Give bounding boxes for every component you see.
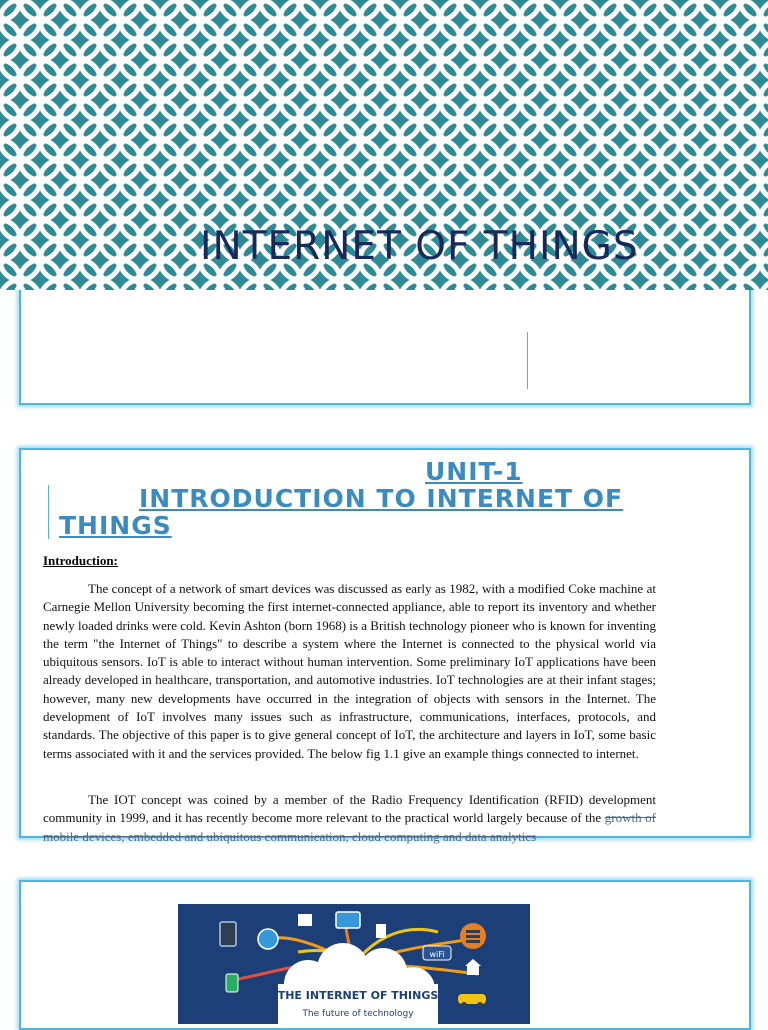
device-icon (376, 924, 386, 938)
wifi-label: wiFi (429, 950, 445, 959)
divider-line (527, 332, 528, 389)
chapter-heading-line2: THINGS (59, 511, 172, 540)
image-subtitle: The future of technology (302, 1009, 414, 1019)
iot-diagram (178, 904, 530, 1024)
body-paragraph: The concept of a network of smart devices was discussed as early as 1982, with a modified Coke machine at Carnegie Mellon University becoming the first internet-connected appliance, able to report its inventory and whether newly loaded drinks were cold. Kevin Ashton (born 1968) is a British technology pioneer who is known for inventing the term "the Internet of Things" to describe a system where the Internet is connected to the physical world via ubiquitous sensors. IoT is able to interact without human intervention. Some preliminary IoT applications have been already developed in healthcare, transportation, and automotive industries. IoT technologies are at their infant stages; however, many new developments have occurred in the integration of objects with sensors in the Internet. The development of IoT involves many issues such as infrastructure, communications, interfaces, protocols, and standards. The objective of this paper is to give general concept of IoT, the architecture and layers in IoT, some basic terms associated with it and the services provided. The below fig 1.1 give an example things connected to internet. (43, 581, 656, 761)
body-paragraph (43, 791, 656, 846)
laptop-icon (336, 912, 360, 928)
server-icon (460, 923, 486, 949)
chapter-heading-line1: INTRODUCTION TO INTERNET OF (139, 484, 624, 513)
phone-icon (226, 974, 238, 992)
struck-text: growth of mobile devices, embedded and ubiquitous communication, cloud computing and data analytics (43, 810, 656, 844)
car-icon (458, 994, 486, 1008)
chapter-heading (48, 485, 699, 539)
globe-icon (258, 929, 278, 949)
unit-heading: UNIT-1 (425, 457, 523, 486)
section-label: Introduction: (43, 553, 118, 568)
printer-icon (298, 914, 312, 926)
wifi-icon (423, 946, 451, 960)
image-title: THE INTERNET OF THINGS (277, 989, 439, 1002)
tablet-icon (220, 922, 236, 946)
presentation-title: INTERNET OF THINGS (200, 224, 639, 269)
internet-of-things-illustration (178, 904, 530, 1024)
paragraph-text: The IOT concept was coined by a member of the Radio Frequency Identification (RFID) development community in 1999, and it has recently become more relevant to the practical world largely because of the (43, 792, 656, 826)
house-icon (465, 959, 481, 975)
